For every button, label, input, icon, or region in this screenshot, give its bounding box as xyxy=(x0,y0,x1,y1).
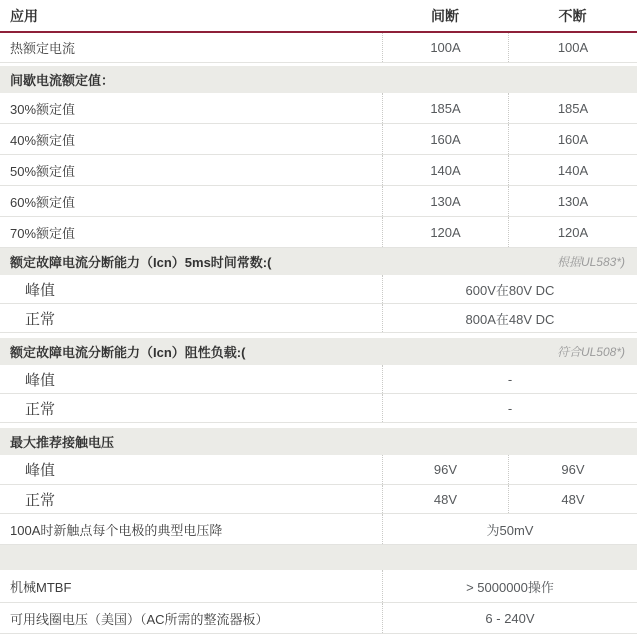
row-label: 正常 xyxy=(25,400,56,418)
table-row-30pct xyxy=(0,93,637,124)
row-label: 机械MTBF xyxy=(10,579,72,595)
row-label: 40%额定值 xyxy=(10,132,76,148)
value-merged: 800A在48V DC xyxy=(382,304,637,332)
section-banner-empty xyxy=(0,545,637,570)
row-label: 峰值 xyxy=(25,462,56,479)
value-intermittent: 100A xyxy=(382,33,508,62)
table-row-coil-voltage xyxy=(0,603,637,634)
row-label: 60%额定值 xyxy=(10,194,76,210)
table-row-contact-peak xyxy=(0,455,637,485)
value-continuous: 130A xyxy=(508,186,637,216)
header-intermittent: 间断 xyxy=(431,7,459,24)
table-row-voltage-drop xyxy=(0,514,637,545)
value-merged: - xyxy=(382,394,637,422)
value-intermittent: 185A xyxy=(382,93,508,123)
row-label: 峰值 xyxy=(25,281,56,299)
table-row-40pct xyxy=(0,124,637,155)
value-continuous: 160A xyxy=(508,124,637,154)
value-intermittent: 96V xyxy=(382,455,508,484)
section-banner-icn-resistive xyxy=(0,338,637,365)
section-title: 间歇电流额定值： xyxy=(10,73,115,88)
value-continuous: 140A xyxy=(508,155,637,185)
table-row-icn-resistive-peak xyxy=(0,365,637,394)
table-row-mechanical-mtbf xyxy=(0,570,637,603)
table-row-icn5ms-peak xyxy=(0,275,637,304)
row-label: 可用线圈电压（美国）（AC所需的整流器板） xyxy=(10,611,269,627)
value-continuous: 48V xyxy=(508,485,637,513)
section-banner-max-contact-voltage xyxy=(0,428,637,455)
table-row-70pct xyxy=(0,217,637,248)
row-label: 正常 xyxy=(25,491,56,509)
value-intermittent: 120A xyxy=(382,217,508,247)
section-title: 额定故障电流分断能力（Icn）5ms时间常数:( xyxy=(10,255,272,270)
row-label: 正常 xyxy=(25,310,56,328)
row-label: 热额定电流 xyxy=(10,41,76,56)
row-label: 50%额定值 xyxy=(10,163,76,179)
row-label: 100A时新触点每个电极的典型电压降 xyxy=(10,522,223,538)
value-continuous: 100A xyxy=(508,33,637,62)
table-row-icn-resistive-normal xyxy=(0,394,637,423)
value-intermittent: 140A xyxy=(382,155,508,185)
table-row-thermal-rated-current xyxy=(0,33,637,63)
section-title: 额定故障电流分断能力（Icn）阻性负载:( xyxy=(10,345,246,360)
table-row-60pct xyxy=(0,186,637,217)
row-label: 30%额定值 xyxy=(10,101,76,117)
row-label: 70%额定值 xyxy=(10,225,76,241)
row-label: 峰值 xyxy=(25,371,56,389)
value-merged: - xyxy=(382,365,637,393)
header-continuous: 不断 xyxy=(558,7,587,24)
table-header-row xyxy=(0,0,637,33)
value-continuous: 96V xyxy=(508,455,637,484)
value-intermittent: 130A xyxy=(382,186,508,216)
value-intermittent: 160A xyxy=(382,124,508,154)
table-row-contact-normal xyxy=(0,485,637,514)
value-merged: 600V在80V DC xyxy=(382,275,637,303)
value-intermittent: 48V xyxy=(382,485,508,513)
section-banner-intermittent-rating xyxy=(0,66,637,93)
value-merged: 6 - 240V xyxy=(382,603,637,633)
table-row-50pct xyxy=(0,155,637,186)
banner-note: 符合UL508*) xyxy=(556,345,625,359)
header-application: 应用 xyxy=(10,7,38,24)
banner-note: 根据UL583*) xyxy=(556,255,625,269)
value-merged: 为50mV xyxy=(382,514,637,544)
value-continuous: 185A xyxy=(508,93,637,123)
table-row-icn5ms-normal xyxy=(0,304,637,333)
section-title: 最大推荐接触电压 xyxy=(10,435,115,450)
value-merged: > 5000000操作 xyxy=(382,570,637,602)
value-continuous: 120A xyxy=(508,217,637,247)
section-banner-icn-5ms xyxy=(0,248,637,275)
